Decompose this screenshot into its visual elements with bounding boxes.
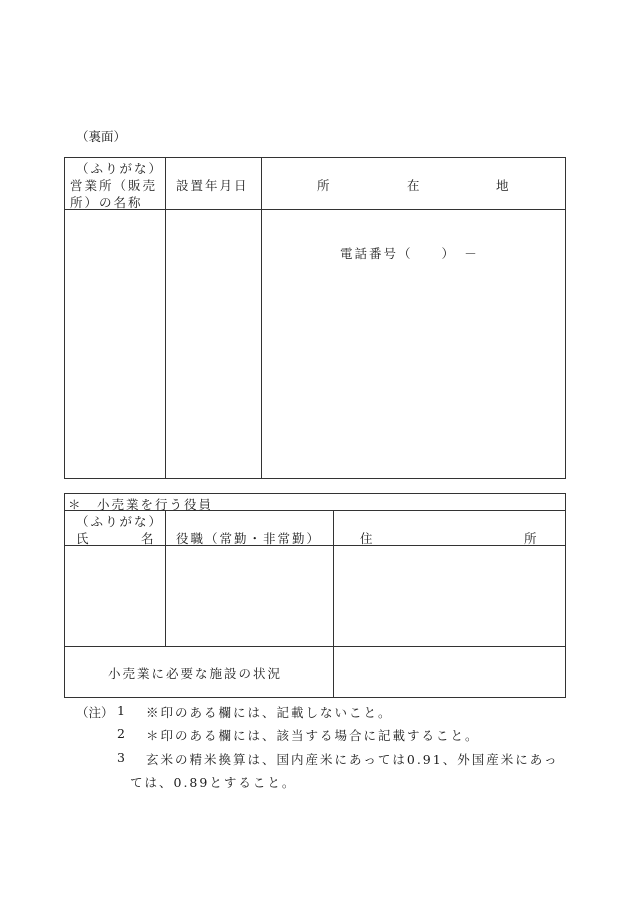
note-1-text: ※印のある欄には、記載しないこと。 [146, 705, 393, 720]
facilities-status-label: 小売業に必要な施設の状況 [108, 666, 283, 681]
officers-facilities-divider [64, 646, 566, 647]
page-side-label: （裏面） [76, 129, 127, 144]
officers-col-divider-1 [165, 510, 166, 646]
established-date-header: 設置年月日 [176, 178, 249, 193]
office-table-col-divider-2 [261, 157, 262, 479]
note-1-number: 1 [117, 703, 125, 718]
phone-number-label: 電話番号（ ） － [340, 246, 479, 261]
location-header-char-1: 所 [317, 178, 330, 193]
note-3-text: 玄米の精米換算は、国内産米にあっては0.91、外国産米にあっ [146, 752, 559, 767]
officers-section-title: ＊ 小売業を行う役員 [68, 497, 214, 512]
location-header-char-2: 在 [407, 178, 420, 193]
location-header-char-3: 地 [496, 178, 509, 193]
officer-address-header-char-1: 住 [360, 531, 373, 546]
note-3-continuation: ては、0.89とすること。 [130, 775, 297, 790]
officer-name-header-char-2: 名 [141, 531, 154, 546]
office-table-col-divider-1 [165, 157, 166, 479]
office-name-header-line3: 所）の名称 [70, 195, 143, 210]
office-name-header-furigana: （ふりがな） [76, 161, 164, 176]
note-2-number: 2 [117, 726, 125, 741]
office-name-header-line2: 営業所（販売 [70, 178, 158, 193]
note-3-number: 3 [117, 750, 125, 765]
notes-prefix: （注） [76, 705, 114, 720]
officer-name-header-char-1: 氏 [76, 531, 89, 546]
officer-name-header-furigana: （ふりがな） [76, 514, 164, 529]
note-2-text: ＊印のある欄には、該当する場合に記載すること。 [146, 728, 480, 743]
officer-position-header: 役職（常勤・非常勤） [176, 531, 322, 546]
officer-address-header-char-2: 所 [524, 531, 537, 546]
officers-col-divider-2 [333, 510, 334, 698]
